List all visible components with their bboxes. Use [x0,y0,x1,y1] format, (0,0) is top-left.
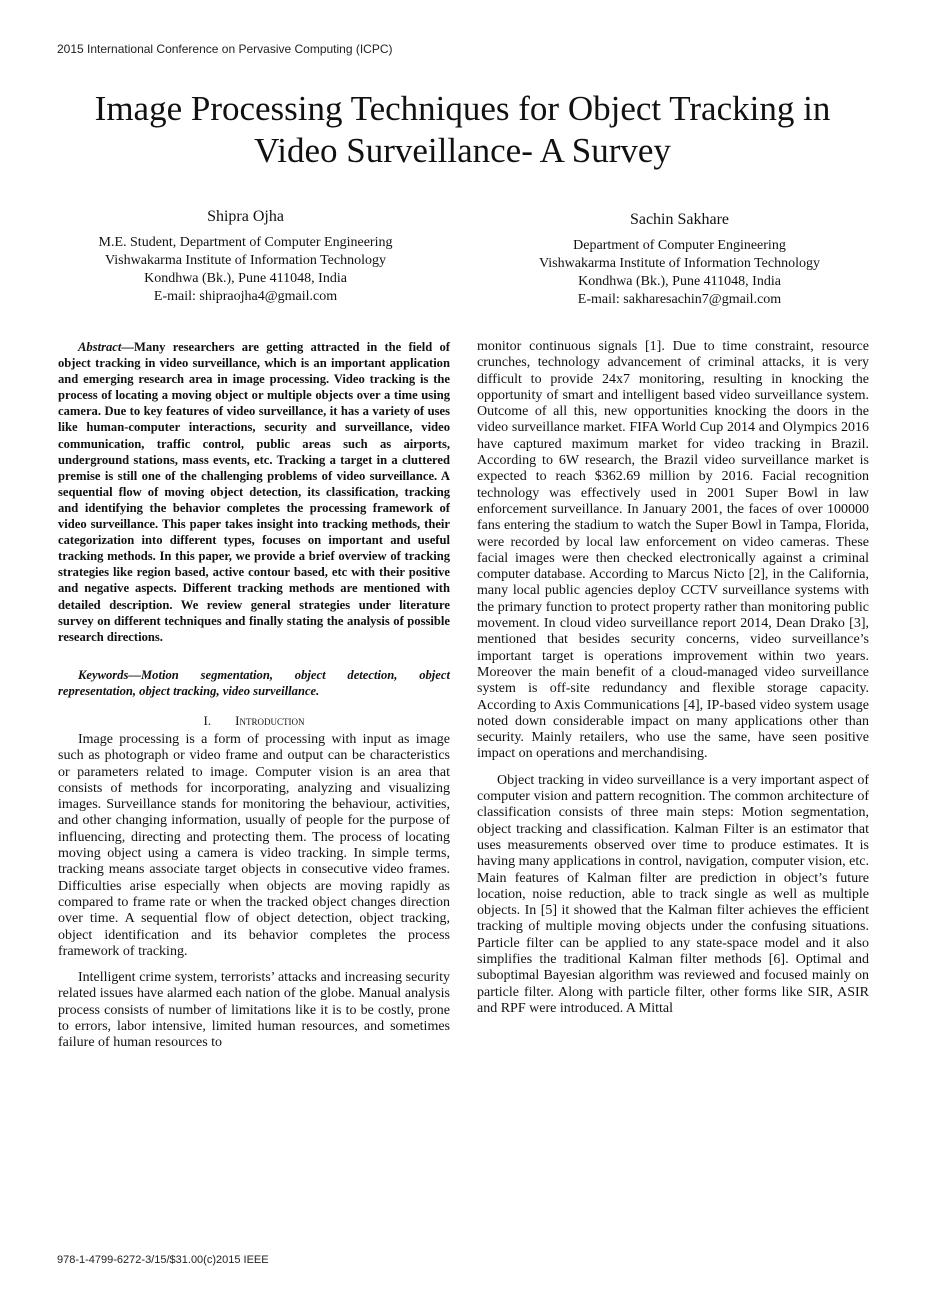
author-affiliation: M.E. Student, Department of Computer Engineering [98,235,393,250]
abstract-label: Abstract [78,340,122,354]
title-line-2: Video Surveillance- A Survey [254,131,671,170]
author-name: Sachin Sakhare [629,211,730,228]
left-column [58,339,450,1052]
paragraph-4: Object tracking in video surveillance is a very important aspect of computer vision and pattern recognition. The common architecture of classification consists of three main steps: Motion segmentation, object tracking and classification. Kalman Filter is an estimator that uses measurements observed over time to produce estimates. It is having many applications in control, navigation, computer vision, etc. Main features of Kalman filter are prediction in object’s future location, noise reduction, able to track single as well as multiple objects. In [5] it showed that the Kalman filter achieves the efficient tracking of multiple moving objects under the confusing situations. Particle filter can be applied to any state-space model and it also simplifies the traditional Kalman filter methods [6]. Optimal and suboptimal Bayesian algorithm was reviewed and focused mainly on particle filter. Along with particle filter, other forms like SIR, ASIR and RPF were introduced. A Mittal [477,772,869,1016]
right-column [477,339,869,1017]
section-number: I. [203,712,212,728]
paragraph-1: Image processing is a form of processing with input as image such as photograph or video frame and output can be characteristics or parameters related to image. Computer vision is an area that consists of methods for incorporating, analyzing and visualizing images. Surveillance stands for monitoring the behaviour, activities, and other changing information, usually of people for the purpose of influencing, directing and protecting them. The process of locating moving object using a camera is video tracking. In simple terms, tracking means associate target objects in consecutive video frames. Difficulties arise especially when objects are moving rapidly as compared to frame rate or when the tracked object changes direction over time. A sequential flow of object detection, object tracking, object identification and its behavior completes the process framework of tracking. [58,731,450,959]
author-affiliation: Department of Computer Engineering [573,238,786,253]
keywords [58,667,450,699]
keywords-text: Motion segmentation, object detection, object representation, object tracking, video surveillance. [58,667,450,698]
author-institute: Vishwakarma Institute of Information Technology [539,256,820,271]
paragraph-2: Intelligent crime system, terrorists’ attacks and increasing security related issues have alarmed each nation of the globe. Manual analysis process consists of number of limitations like it is to be costly, prone to errors, labor intensive, limited human resources, and sometimes failure of human resources to [58,970,450,1051]
author-address: Kondhwa (Bk.), Pune 411048, India [578,274,781,289]
author-block-1 [58,206,433,306]
author-name: Shipra Ojha [207,208,284,225]
author-email: E-mail: shipraojha4@gmail.com [153,289,338,304]
paragraph-3: monitor continuous signals [1]. Due to time constraint, resource crunches, technology advancement of criminal attacks, it is very difficult to provide 24x7 monitoring, resulting in knocking the opportunity of smart and intelligent based video surveillance system. Outcome of all this, new opportunities knocking the doors in the video surveillance market. FIFA World Cup 2014 and Olympics 2016 have captured maximum market for video tracking in Brazil. According to 6W research, the Brazil video surveillance market is expected to reach $362.69 million by 2016. Facial recognition technology was effectively used in 2001 Super Bowl in law enforcement surveillance. In January 2001, the faces of over 100000 fans entering the stadium to watch the Super Bowl in Tampa, Florida, were recorded by local law enforcement on video cameras. These facial images were then checked electronically against a criminal computer database. According to Marcus Nicto [2], in the California, many local public agencies deploy CCTV surveillance systems with the primary function to protect property rather than monitoring public movement. In cloud video surveillance report 2014, Dean Drako [3], mentioned that besides security concerns, video surveillance’s important target is operations improvement within two years. Moreover the main benefit of a cloud-managed video surveillance system is off-site redundancy and flexible storage capacity. According to Axis Communications [4], IP-based video system usage noted down considerable impact on many applications other than security. Mainly retailers, who use the same, have seen positive impact on operations and merchandising. [477,339,869,762]
keywords-label: Keywords [78,667,129,682]
abstract [58,339,450,645]
conference-header: 2015 International Conference on Pervasive Computing (ICPC) [57,42,393,56]
author-block-2 [492,209,867,309]
abstract-text: Many researchers are getting attracted in the field of object tracking in video surveillance, which is an important application and emerging research area in image processing. Video tracking is the process of locating a moving object or multiple objects over a time using camera. Due to key features of video surveillance, it has a variety of uses like human-computer interactions, security and surveillance, video communication, traffic control, public areas such as airports, underground stations, mass events, etc. Tracking a target in a cluttered premise is still one of the challenging problems of video surveillance. A sequential flow of moving object detection, its classification, tracking and identifying the behavior completes the processing framework of video surveillance. This paper takes insight into tracking methods, their categorization into different types, focuses on important and useful tracking methods. In this paper, we provide a brief overview of tracking strategies like region based, active contour based, etc with their positive and negative aspects. Different tracking methods are mentioned with detailed description. We review general strategies under literature survey on different techniques and finally stating the analysis of possible research directions. [58,340,450,644]
abstract-dash: — [121,340,134,354]
section-title: Introduction [235,712,305,728]
author-address: Kondhwa (Bk.), Pune 411048, India [144,271,347,286]
author-email: E-mail: sakharesachin7@gmail.com [577,292,782,307]
keywords-dash: — [128,667,141,682]
copyright-footer: 978-1-4799-6272-3/15/$31.00(c)2015 IEEE [57,1254,269,1266]
author-institute: Vishwakarma Institute of Information Technology [105,253,386,268]
paper-title [40,88,885,172]
section-heading-introduction [58,713,450,729]
title-line-1: Image Processing Techniques for Object Tracking in [94,89,831,128]
